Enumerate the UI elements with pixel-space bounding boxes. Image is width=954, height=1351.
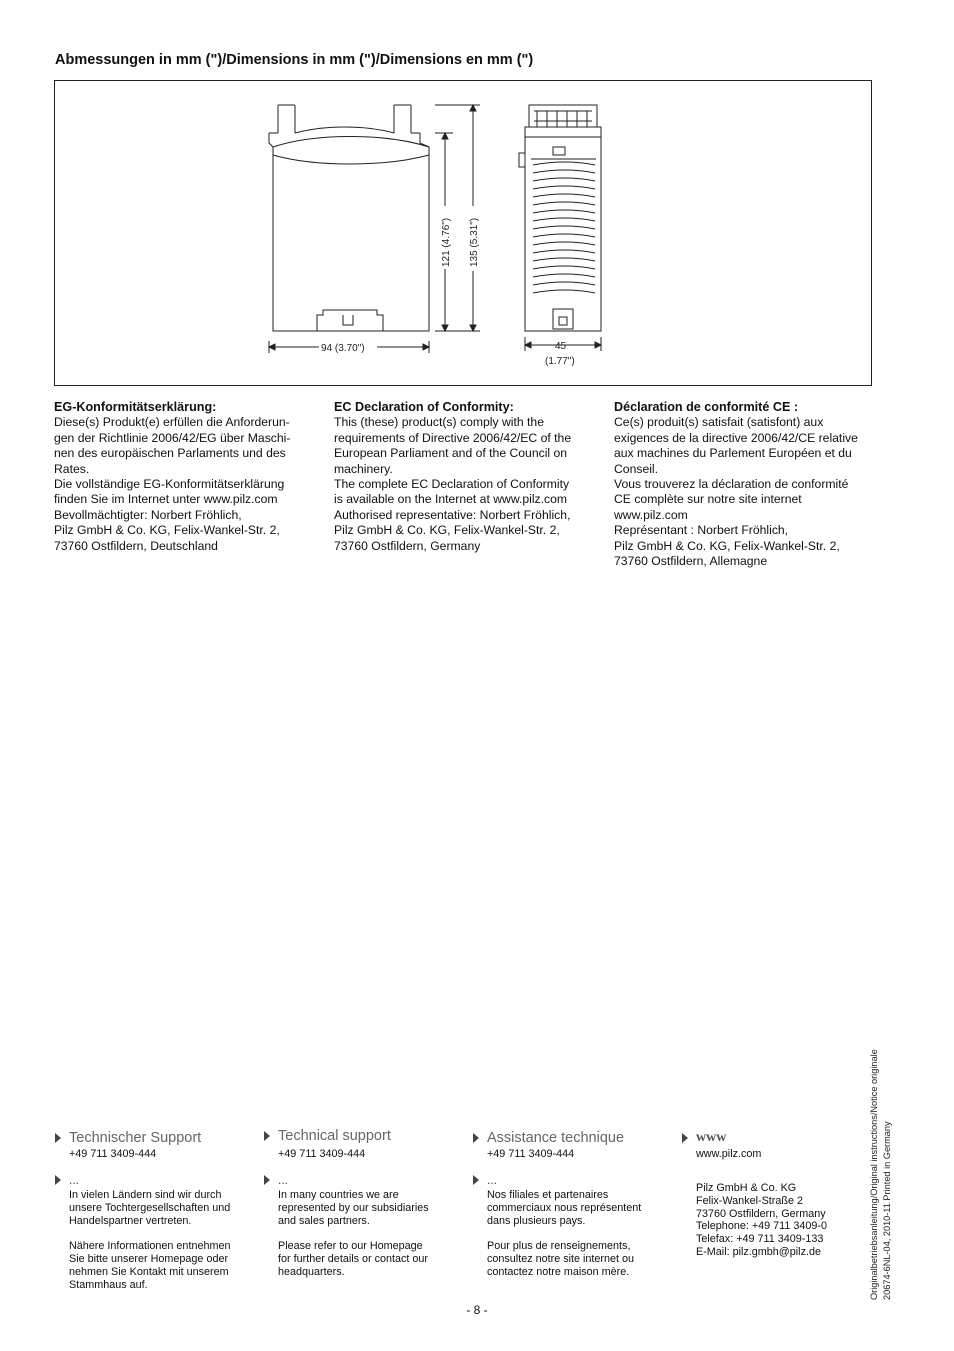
support-fr xyxy=(473,1128,658,1279)
text-line: and sales partners. xyxy=(278,1214,370,1227)
text-line: is available on the Internet at www.pilz.com xyxy=(334,492,568,507)
web-heading xyxy=(682,1128,867,1148)
text-line: aux machines du Parlement Européen et du xyxy=(614,446,852,461)
text-line: Vous trouverez la déclaration de conformité xyxy=(614,477,849,492)
side-rail-clip xyxy=(553,309,573,329)
text-line: 73760 Ostfildern, Allemagne xyxy=(614,554,768,569)
text-line: finden Sie im Internet unter www.pilz.com xyxy=(54,492,278,507)
declaration-title: EC Declaration of Conformity: xyxy=(334,400,514,414)
support-heading xyxy=(473,1128,658,1148)
ellipsis-label: ... xyxy=(487,1173,498,1187)
declaration-fr xyxy=(614,400,872,569)
text-line: www.pilz.com xyxy=(614,507,688,522)
text-line: E-Mail: pilz.gmbh@pilz.de xyxy=(696,1245,821,1258)
front-top-curve xyxy=(295,127,394,133)
front-clip-tab xyxy=(343,315,353,325)
text-line: commerciaux nous représentent xyxy=(487,1201,642,1214)
support-title: Assistance technique xyxy=(487,1130,625,1146)
front-terminal-right xyxy=(394,105,411,133)
side-latch xyxy=(519,153,525,167)
dimension-drawing-svg xyxy=(55,81,873,387)
text-line: contactez notre maison mère. xyxy=(487,1265,630,1278)
declaration-text xyxy=(614,415,872,569)
web-contact xyxy=(682,1128,867,1259)
text-line: In vielen Ländern sind wir durch xyxy=(69,1189,222,1201)
text-line: 73760 Ostfildern, Germany xyxy=(696,1207,826,1220)
front-rail-clip xyxy=(317,310,383,331)
side-terminal-slots xyxy=(537,111,587,127)
text-line: This (these) product(s) comply with the xyxy=(334,415,544,430)
depth-label-mm: 45 xyxy=(555,341,567,352)
text-line: Pilz GmbH & Co. KG, Felix-Wankel-Str. 2, xyxy=(614,538,840,553)
triangle-bullet-icon xyxy=(682,1133,688,1143)
declaration-en xyxy=(334,400,592,554)
text-line: Diese(s) Produkt(e) erfüllen die Anforderun- xyxy=(54,415,290,430)
text-line: Conseil. xyxy=(614,461,659,476)
text-line: Stammhaus auf. xyxy=(69,1278,148,1291)
support-text xyxy=(487,1189,658,1279)
support-text xyxy=(278,1189,449,1279)
support-phone: +49 711 3409-444 xyxy=(278,1148,366,1160)
support-phone: +49 711 3409-444 xyxy=(487,1148,575,1160)
declaration-text xyxy=(334,415,592,554)
text-line: 73760 Ostfildern, Deutschland xyxy=(54,538,218,553)
text-line: Please refer to our Homepage xyxy=(278,1240,423,1253)
depth-label-in: (1.77") xyxy=(545,356,575,367)
triangle-bullet-icon xyxy=(264,1131,270,1141)
width-label: 94 (3.70") xyxy=(321,343,365,354)
front-cover xyxy=(273,137,429,165)
side-vent-slots xyxy=(533,162,595,293)
triangle-bullet-icon xyxy=(473,1175,479,1185)
company-address xyxy=(696,1182,867,1259)
text-line: Ce(s) produit(s) satisfait (satisfont) aux xyxy=(614,415,824,430)
support-phone: +49 711 3409-444 xyxy=(69,1148,157,1160)
text-line: CE complète sur notre site internet xyxy=(614,492,802,507)
text-line: Nos filiales et partenaires xyxy=(487,1189,609,1201)
text-line: European Parliament and of the Council on xyxy=(334,446,568,461)
text-line: Die vollständige EG-Konformitätserklärung xyxy=(54,477,285,492)
text-line: nen des europäischen Parlaments und des xyxy=(54,446,286,461)
triangle-bullet-icon xyxy=(473,1133,479,1143)
side-body xyxy=(525,127,601,331)
support-heading xyxy=(55,1128,240,1148)
text-line: Telephone: +49 711 3409-0 xyxy=(696,1220,827,1233)
text-line: dans plusieurs pays. xyxy=(487,1214,586,1227)
text-line: 73760 Ostfildern, Germany xyxy=(334,538,481,553)
text-line: for further details or contact our xyxy=(278,1252,429,1265)
text-line: machinery. xyxy=(334,461,393,476)
side-led xyxy=(553,147,565,155)
front-body xyxy=(269,133,429,331)
side-note xyxy=(868,1020,894,1300)
text-line: The complete EC Declaration of Conformity xyxy=(334,477,570,492)
text-line: unsere Tochtergesellschaften und xyxy=(69,1201,231,1214)
more-heading xyxy=(264,1171,449,1189)
text-line: represented by our subsidiaries xyxy=(278,1201,429,1214)
height-135-label: 135 (5.31") xyxy=(469,217,480,267)
triangle-bullet-icon xyxy=(264,1175,270,1185)
text-line: headquarters. xyxy=(278,1265,345,1278)
text-line: requirements of Directive 2006/42/EC of the xyxy=(334,430,572,445)
text-line: consultez notre site internet ou xyxy=(487,1252,635,1265)
text-line: Felix-Wankel-Straße 2 xyxy=(696,1194,803,1207)
page-number: - 8 - xyxy=(466,1303,488,1317)
text-line: Pour plus de renseignements, xyxy=(487,1240,631,1253)
height-121-label: 121 (4.76") xyxy=(441,217,452,267)
text-line: Rates. xyxy=(54,461,90,476)
triangle-bullet-icon xyxy=(55,1175,61,1185)
page-title: Abmessungen in mm (")/Dimensions in mm (")/Dimensions en mm (") xyxy=(55,52,534,68)
text-line: nehmen Sie Kontakt mit unserem xyxy=(69,1265,229,1278)
text-line: Telefax: +49 711 3409-133 xyxy=(696,1233,824,1246)
support-en xyxy=(264,1126,449,1279)
triangle-bullet-icon xyxy=(55,1133,61,1143)
side-note-line-2: 20674-6NL-04, 2010-11 Printed in Germany xyxy=(882,1121,892,1300)
text-line: Sie bitte unserer Homepage oder xyxy=(69,1252,229,1265)
dimension-drawing xyxy=(54,80,872,386)
more-heading xyxy=(473,1171,658,1189)
side-note-line-1: Originalbetriebsanleitung/Original instructions/Notice originale xyxy=(869,1049,879,1300)
declaration-title: EG-Konformitätserklärung: xyxy=(54,400,217,414)
side-terminal-lines xyxy=(534,111,592,121)
www-label: www xyxy=(696,1130,727,1145)
text-line: In many countries we are xyxy=(278,1189,399,1201)
support-title: Technischer Support xyxy=(69,1130,202,1146)
ellipsis-label: ... xyxy=(278,1173,289,1187)
text-line: Handelspartner vertreten. xyxy=(69,1214,192,1227)
support-de xyxy=(55,1128,240,1291)
declaration-text xyxy=(54,415,312,554)
declaration-title: Déclaration de conformité CE : xyxy=(614,400,799,414)
text-line: Représentant : Norbert Fröhlich, xyxy=(614,523,789,538)
support-text xyxy=(69,1189,240,1291)
text-line: Authorised representative: Norbert Fröhlich, xyxy=(334,507,571,522)
declaration-de xyxy=(54,400,312,554)
text-line: Pilz GmbH & Co. KG xyxy=(696,1182,797,1194)
support-heading xyxy=(264,1126,449,1146)
web-url[interactable]: www.pilz.com xyxy=(696,1148,762,1160)
ellipsis-label: ... xyxy=(69,1173,80,1187)
more-heading xyxy=(55,1171,240,1189)
front-terminal-left xyxy=(278,105,295,133)
text-line: Nähere Informationen entnehmen xyxy=(69,1240,231,1253)
support-title: Technical support xyxy=(278,1128,391,1144)
text-line: exigences de la directive 2006/42/CE relative xyxy=(614,430,858,445)
text-line: Pilz GmbH & Co. KG, Felix-Wankel-Str. 2, xyxy=(334,523,560,538)
text-line: Bevollmächtigter: Norbert Fröhlich, xyxy=(54,507,242,522)
text-line: Pilz GmbH & Co. KG, Felix-Wankel-Str. 2, xyxy=(54,523,280,538)
text-line: gen der Richtlinie 2006/42/EG über Maschi- xyxy=(54,430,291,445)
